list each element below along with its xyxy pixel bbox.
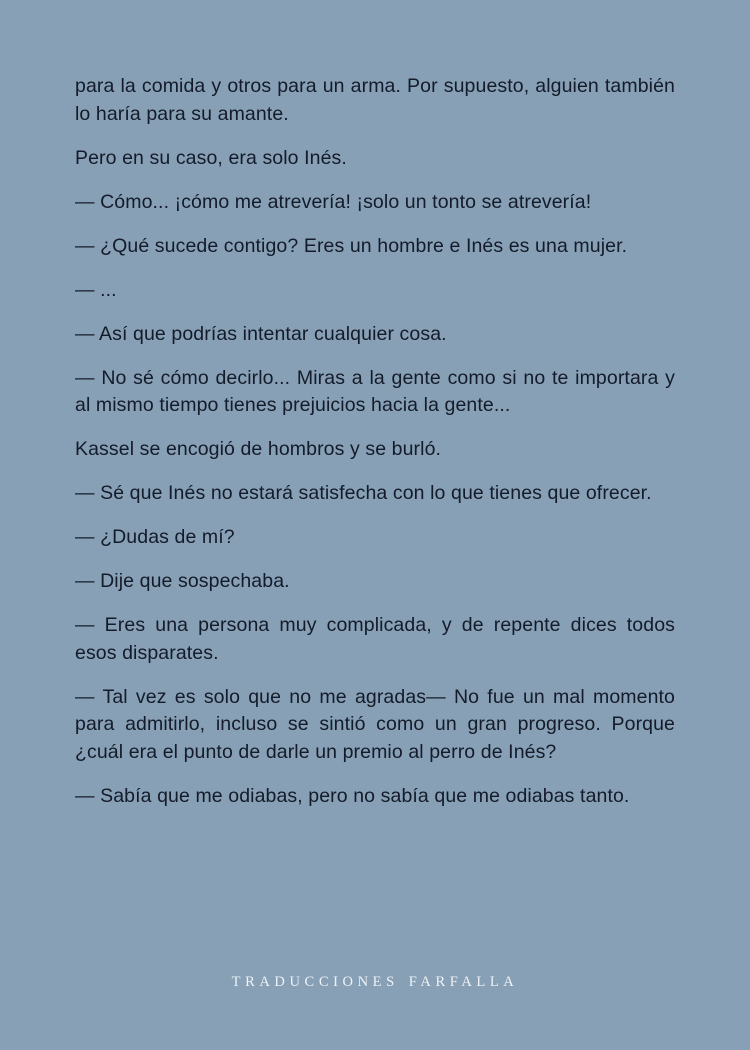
dialogue-line: — Así que podrías intentar cualquier cosa. [75,322,447,345]
paragraph: Pero en su caso, era solo Inés. [75,146,347,169]
footer-word-2: FARFALLA [408,974,519,990]
page-body [75,73,675,827]
dialogue-line: — Sé que Inés no estará satisfecha con lo que tienes que ofrecer. [75,482,652,505]
dialogue-line: — ¿Dudas de mí? [75,526,235,549]
footer-word-1: TRADUCCIONES [231,974,399,990]
dialogue-line: — Sabía que me odiabas, pero no sabía que me odiabas tanto. [75,784,630,807]
dialogue-line: — Eres una persona muy complicada, y de repente dices todos esos disparates. [75,614,675,664]
dialogue-line: — Cómo... ¡cómo me atrevería! ¡solo un tonto se atrevería! [75,190,592,213]
paragraph: Kassel se encogió de hombros y se burló. [75,438,442,461]
dialogue-line: — No sé cómo decirlo... Miras a la gente como si no te importara y al mismo tiempo tienes prejuicios hacia la gente... [75,366,675,417]
paragraph: para la comida y otros para un arma. Por supuesto, alguien también lo haría para su amante. [75,75,675,125]
page-footer [0,974,750,991]
dialogue-line: — ... [75,278,117,301]
dialogue-line: — Tal vez es solo que no me agradas— No fue un mal momento para admitirlo, incluso se sintió como un gran progreso. Porque ¿cuál era el punto de darle un premio al perro de Inés? [75,685,675,763]
dialogue-line: — Dije que sospechaba. [75,570,290,593]
dialogue-line: — ¿Qué sucede contigo? Eres un hombre e Inés es una mujer. [75,234,628,257]
